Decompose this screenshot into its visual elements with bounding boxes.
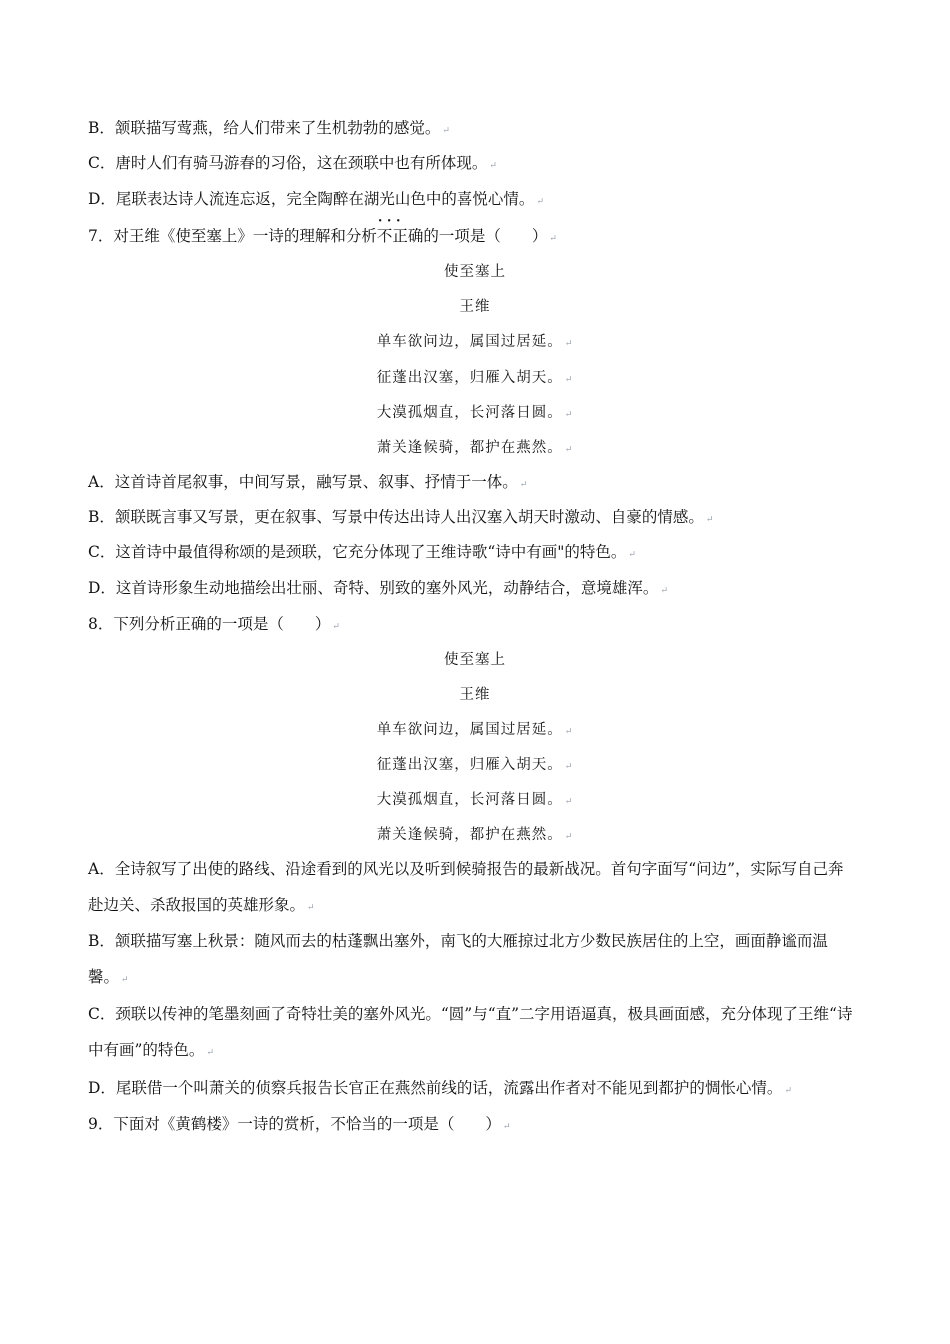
question-7: 7．对王维《使至塞上》一诗的理解和分析· · · 不正确的一项是（ ） ↵	[88, 226, 557, 249]
poem-line: 大漠孤烟直，长河落日圆。 ↵	[376, 792, 574, 808]
q8-option-a: A．全诗叙写了出使的路线、沿途看到的风光以及听到候骑报告的最新战况。首句字面写“问边”，实际写自己奔赴边关、杀敌报国的英雄形象。 ↵	[88, 860, 844, 914]
q7-option-d: D．这首诗形象生动地描绘出壮丽、奇特、别致的塞外风光，动静结合，意境雄浑。 ↵	[88, 579, 668, 597]
poem-line: 大漠孤烟直，长河落日圆。 ↵	[376, 405, 574, 421]
q6-option-d: D．尾联表达诗人流连忘返，完全陶醉在湖光山色中的喜悦心情。 ↵	[88, 190, 544, 208]
q7-option-c: C．这首诗中最值得称颂的是颈联，它充分体现了王维诗歌“诗中有画"的特色。 ↵	[88, 543, 636, 561]
poem-author: 王维	[459, 687, 491, 703]
question-9: 9．下面对《黄鹤楼》一诗的赏析，不恰当的一项是（ ） ↵	[88, 1115, 511, 1133]
poem-line: 征蓬出汉塞，归雁入胡天。 ↵	[376, 757, 574, 773]
poem-line: 征蓬出汉塞，归雁入胡天。 ↵	[376, 370, 574, 386]
poem-line: 单车欲问边，属国过居延。 ↵	[376, 334, 574, 350]
q8-option-d: D．尾联借一个叫萧关的侦察兵报告长官正在燕然前线的话，流露出作者对不能见到都护的惆怅心情。 ↵	[88, 1079, 792, 1097]
q8-option-b: B．颔联描写塞上秋景：随风而去的枯蓬飘出塞外，南飞的大雁掠过北方少数民族居住的上空，画面静谧而温馨。 ↵	[88, 932, 828, 986]
q6-option-c: C．唐时人们有骑马游春的习俗，这在颈联中也有所体现。 ↵	[88, 154, 497, 172]
poem-title: 使至塞上	[444, 264, 506, 280]
q6-option-b: B．颔联描写莺燕，给人们带来了生机勃勃的感觉。 ↵	[88, 119, 450, 137]
poem-title: 使至塞上	[444, 652, 506, 668]
poem-author: 王维	[459, 299, 491, 315]
poem-line: 萧关逢候骑，都护在燕然。 ↵	[376, 440, 574, 456]
question-8: 8．下列分析正确的一项是（ ） ↵	[88, 615, 340, 633]
poem-line: 萧关逢候骑，都护在燕然。 ↵	[376, 827, 574, 843]
q7-option-b: B．颔联既言事又写景，更在叙事、写景中传达出诗人出汉塞入胡天时激动、自豪的情感。 ↵	[88, 508, 714, 526]
q7-option-a: A．这首诗首尾叙事，中间写景，融写景、叙事、抒情于一体。 ↵	[88, 473, 528, 491]
poem-line: 单车欲问边，属国过居延。 ↵	[376, 722, 574, 738]
q8-option-c: C．颈联以传神的笔墨刻画了奇特壮美的塞外风光。“圆”与“直”二字用语逼真，极具画面感，充分体现了王维“诗中有画”的特色。 ↵	[88, 1005, 853, 1059]
emphasis-text: · · · 不正确	[377, 226, 424, 246]
